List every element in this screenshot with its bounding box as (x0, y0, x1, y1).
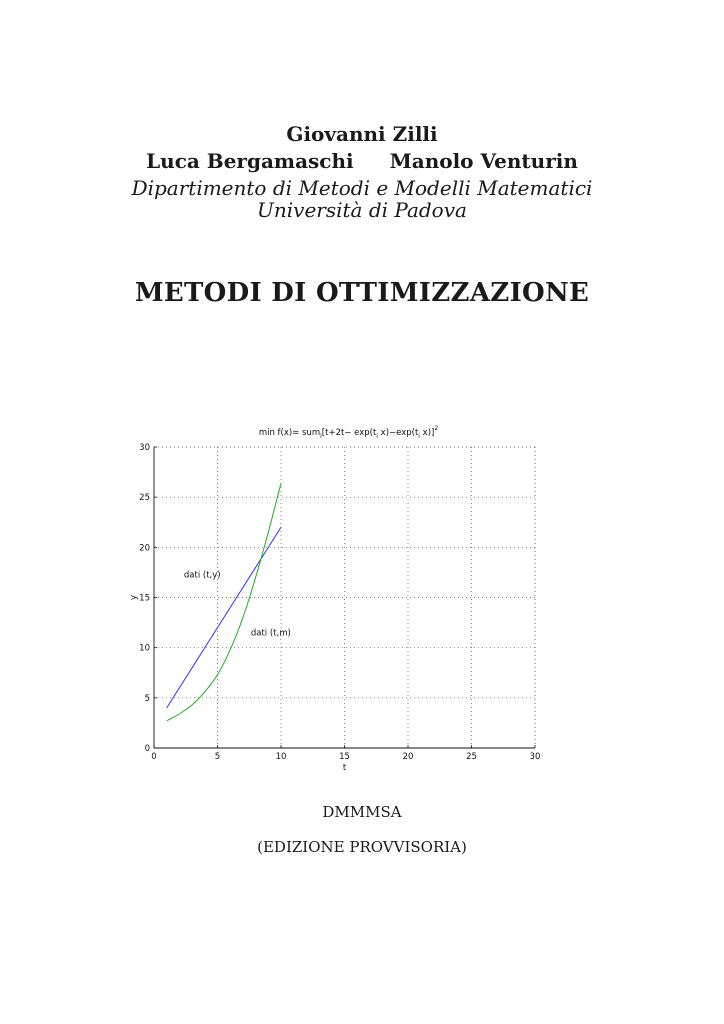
department-acronym: DMMMSA (322, 803, 402, 821)
chart-svg (120, 420, 560, 780)
series-annotation: dati (t,m) (250, 628, 291, 639)
department: Dipartimento di Metodi e Modelli Matematici (131, 176, 593, 200)
series-line-2 (167, 483, 281, 721)
y-axis-label: y (129, 594, 139, 601)
x-tick-label: 10 (275, 752, 287, 762)
co-authors (0, 149, 724, 173)
x-tick-label: 0 (151, 752, 157, 762)
y-tick-label: 30 (139, 443, 150, 453)
title-text: x)] (419, 428, 435, 438)
author-name: Luca Bergamaschi (146, 149, 354, 173)
author-name: Manolo Venturin (389, 149, 578, 173)
x-axis-label: t (342, 763, 347, 773)
y-tick-label: 25 (139, 493, 150, 504)
title-subscript: i (320, 433, 322, 440)
cover-chart (120, 420, 560, 780)
title-text: x)−exp(t (377, 428, 419, 438)
title-text: min f(x)= sum (258, 428, 321, 438)
y-tick-label: 5 (144, 693, 150, 704)
y-tick-label: 10 (139, 643, 150, 654)
x-tick-label: 5 (214, 752, 221, 762)
title-subscript: i (376, 433, 378, 440)
title-text: [t+2t− exp(t (321, 428, 377, 438)
edition-note: (EDIZIONE PROVVISORIA) (257, 838, 467, 856)
x-tick-label: 15 (339, 752, 350, 762)
y-tick-label: 20 (139, 543, 150, 554)
x-tick-label: 25 (466, 752, 477, 762)
y-tick-label: 0 (144, 744, 150, 754)
title-superscript: 2 (434, 425, 439, 432)
chart-title (259, 425, 439, 440)
series-annotation: dati (t,y) (183, 570, 221, 581)
document-title: METODI DI OTTIMIZZAZIONE (134, 278, 590, 308)
y-tick-label: 15 (139, 593, 150, 604)
author-name: Giovanni Zilli (286, 122, 438, 146)
university: Università di Padova (257, 198, 467, 222)
x-tick-label: 20 (402, 752, 414, 762)
series-line-1 (167, 527, 281, 708)
title-subscript: i (418, 433, 420, 440)
x-tick-label: 30 (529, 752, 541, 762)
